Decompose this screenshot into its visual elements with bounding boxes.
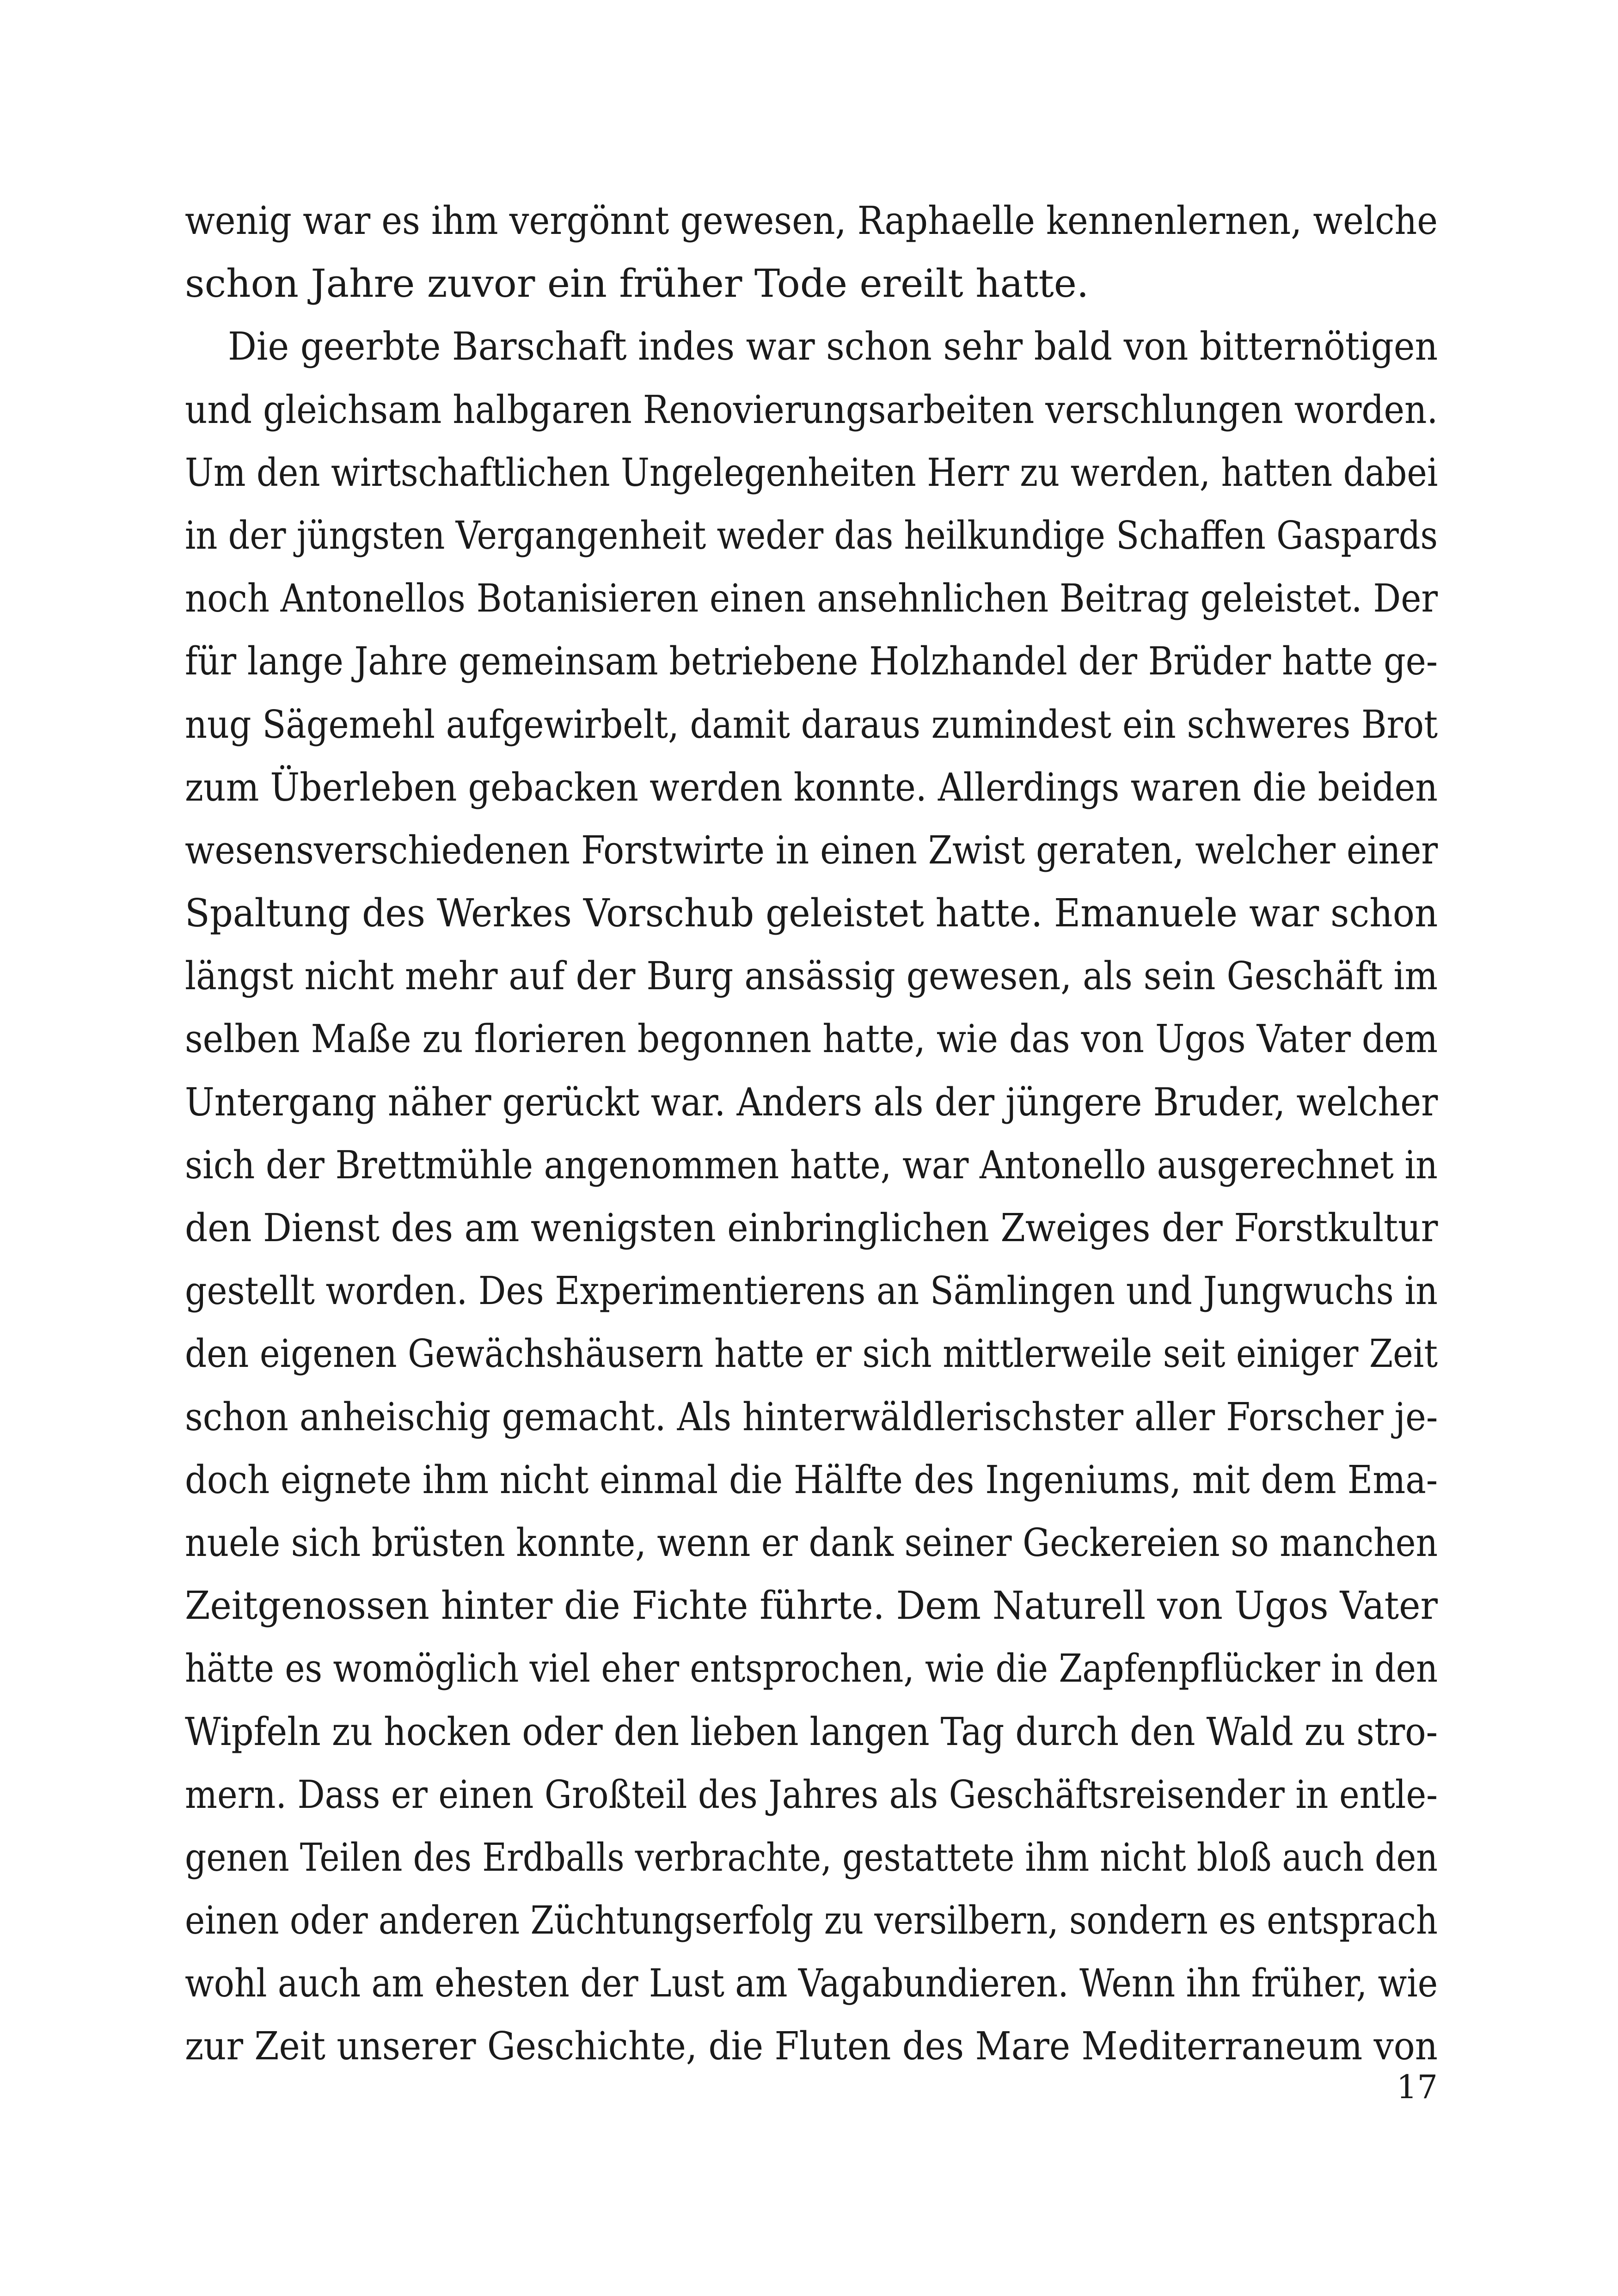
text-line: Die geerbte Barschaft indes war schon sehr bald von bitternötigen: [227, 324, 1438, 369]
text-line: und gleichsam halbgaren Renovierungsarbeiten verschlungen worden.: [185, 387, 1438, 432]
text-line: in der jüngsten Vergangenheit weder das heilkundige Schaffen Gaspards: [185, 513, 1438, 558]
text-line: Um den wirtschaftlichen Ungelegenheiten Herr zu werden, hatten dabei: [185, 450, 1438, 495]
text-line: genen Teilen des Erdballs verbrachte, gestattete ihm nicht bloß auch den: [185, 1835, 1438, 1880]
text-line: den Dienst des am wenigsten einbringlichen Zweiges der Forstkultur: [185, 1206, 1438, 1250]
text-line: zur Zeit unserer Geschichte, die Fluten des Mare Mediterraneum von: [185, 2024, 1438, 2069]
text-line: einen oder anderen Züchtungserfolg zu versilbern, sondern es entsprach: [185, 1898, 1438, 1943]
text-line: wenig war es ihm vergönnt gewesen, Raphaelle kennenlernen, welche: [185, 198, 1438, 243]
text-line: doch eignete ihm nicht einmal die Hälfte des Ingeniums, mit dem Ema-: [185, 1457, 1438, 1502]
text-line: mern. Dass er einen Großteil des Jahres als Geschäftsreisender in entle-: [185, 1772, 1438, 1817]
text-line: für lange Jahre gemeinsam betriebene Holzhandel der Brüder hatte ge-: [185, 639, 1438, 684]
text-line: zum Überleben gebacken werden konnte. Allerdings waren die beiden: [185, 765, 1438, 810]
text-line: Untergang näher gerückt war. Anders als der jüngere Bruder, welcher: [185, 1079, 1438, 1125]
text-line: nug Sägemehl aufgewirbelt, damit daraus zumindest ein schweres Brot: [185, 702, 1438, 747]
text-line: selben Maße zu florieren begonnen hatte, wie das von Ugos Vater dem: [185, 1016, 1438, 1062]
text-line: schon anheischig gemacht. Als hinterwäldlerischster aller Forscher je-: [185, 1394, 1438, 1439]
text-line: schon Jahre zuvor ein früher Tode ereilt hatte.: [185, 261, 1089, 306]
text-line: Zeitgenossen hinter die Fichte führte. Dem Naturell von Ugos Vater: [185, 1583, 1438, 1629]
text-line: den eigenen Gewächshäusern hatte er sich mittlerweile seit einiger Zeit: [185, 1331, 1438, 1377]
text-line: Wipfeln zu hocken oder den lieben langen Tag durch den Wald zu stro-: [185, 1709, 1438, 1754]
text-line: wesensverschiedenen Forstwirte in einen Zwist geraten, welcher einer: [185, 827, 1438, 873]
text-line: sich der Brettmühle angenommen hatte, war Antonello ausgerechnet in: [185, 1142, 1438, 1188]
page-number: 17: [1396, 2068, 1438, 2106]
text-line: Spaltung des Werkes Vorschub geleistet hatte. Emanuele war schon: [185, 891, 1438, 936]
text-line: gestellt worden. Des Experimentierens an Sämlingen und Jungwuchs in: [185, 1268, 1438, 1314]
text-line: noch Antonellos Botanisieren einen ansehnlichen Beitrag geleistet. Der: [185, 576, 1438, 621]
body-text: [185, 190, 1438, 2078]
text-line: wohl auch am ehesten der Lust am Vagabundieren. Wenn ihn früher, wie: [185, 1961, 1438, 2006]
text-line: längst nicht mehr auf der Burg ansässig gewesen, als sein Geschäft im: [185, 954, 1438, 999]
text-line: hätte es womöglich viel eher entsprochen, wie die Zapfenpflücker in den: [185, 1646, 1438, 1691]
text-line: nuele sich brüsten konnte, wenn er dank seiner Geckereien so manchen: [185, 1520, 1438, 1565]
